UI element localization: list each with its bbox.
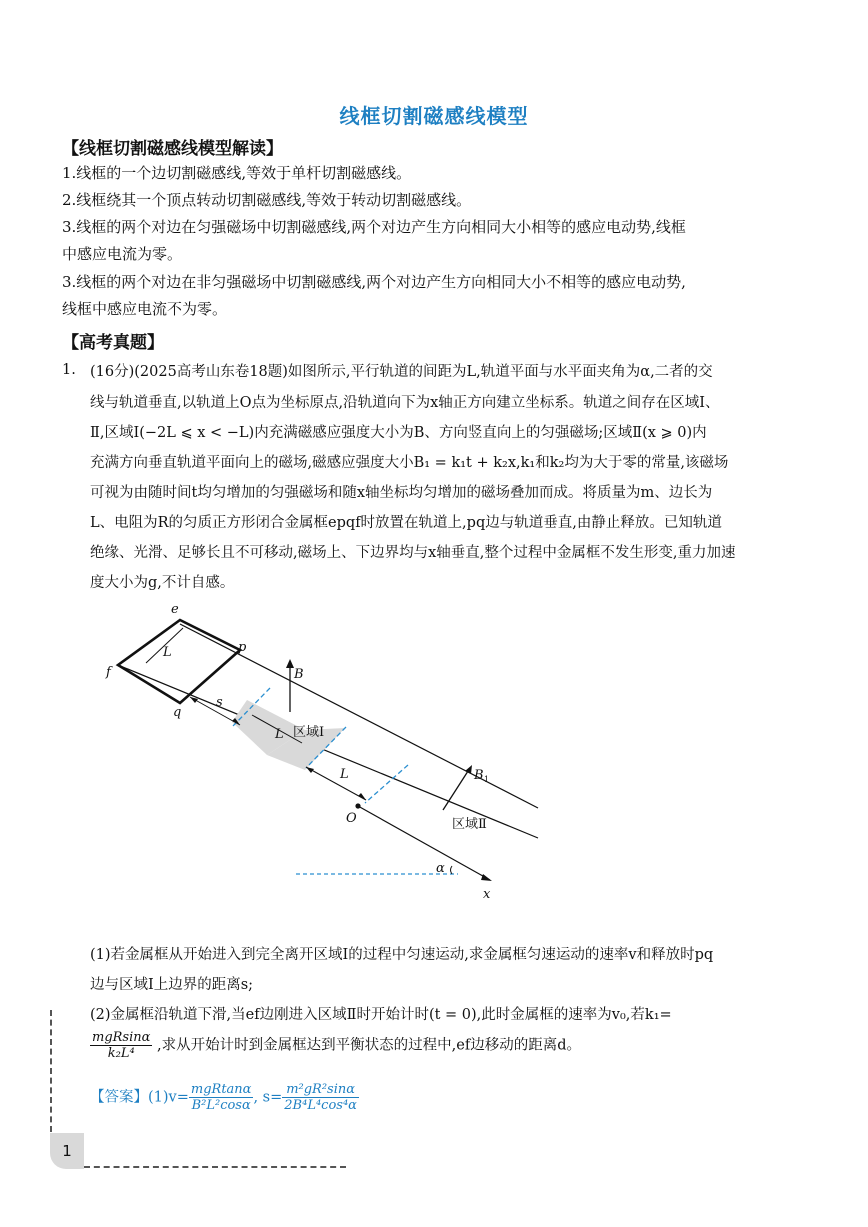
label-p: p <box>238 640 247 655</box>
model-line-2: 2.线框绕其一个顶点转动切割磁感线,等效于转动切割磁感线。 <box>62 191 472 209</box>
page-edge-dashes-horizontal <box>84 1166 346 1168</box>
subquestion-2-line-1: (2)金属框沿轨道下滑,当ef边刚进入区域Ⅱ时开始计时(t = 0),此时金属框的速率为v₀,若k₁= <box>90 1007 672 1023</box>
answer-v-prefix: (1)v= <box>148 1089 189 1106</box>
model-line-4-cont: 线框中感应电流不为零。 <box>62 300 228 318</box>
region-2-boundary <box>365 765 408 803</box>
label-s: s <box>216 695 223 710</box>
model-line-1: 1.线框的一个边切割磁感线,等效于单杆切割磁感线。 <box>62 164 412 182</box>
k1-fraction <box>90 1030 152 1061</box>
answer-s-denominator: 2B⁴L⁴cos⁴α <box>284 1098 357 1113</box>
label-L-gap: L <box>340 767 349 782</box>
question-line-6: L、电阻为R的匀质正方形闭合金属框epqf时放置在轨道上,pq边与轨道垂直,由静止释放。已知轨道 <box>90 515 722 531</box>
label-region-2: 区域Ⅱ <box>452 817 487 832</box>
label-e: e <box>171 602 179 617</box>
question-line-8: 度大小为g,不计自感。 <box>90 575 235 591</box>
label-x: x <box>483 887 491 902</box>
x-axis-arrow <box>481 874 492 881</box>
question-line-2: 线与轨道垂直,以轨道上O点为坐标原点,沿轨道向下为x轴正方向建立坐标系。轨道之间存在区域I、 <box>90 395 720 411</box>
question-line-3: Ⅱ,区域I(−2L ⩽ x < −L)内充满磁感应强度大小为B、方向竖直向上的匀强磁场;区域Ⅱ(x ⩾ 0)内 <box>90 425 707 441</box>
answer-s-numerator: m²gR²sinα <box>282 1082 359 1098</box>
section-heading-exam: 【高考真题】 <box>62 333 164 353</box>
physics-figure <box>90 598 560 903</box>
model-line-3: 3.线框的两个对边在匀强磁场中切割磁感线,两个对边产生方向相同大小相等的感应电动势,线框 <box>62 218 686 236</box>
answer-v-numerator: mgRtanα <box>190 1082 252 1097</box>
page-title: 线框切割磁感线模型 <box>339 104 529 128</box>
model-line-4: 3.线框的两个对边在非匀强磁场中切割磁感线,两个对边产生方向相同大小不相等的感应电动势, <box>62 273 686 291</box>
question-line-1: (16分)(2025高考山东卷18题)如图所示,平行轨道的间距为L,轨道平面与水平面夹角为α,二者的交 <box>90 364 713 380</box>
B1-arrow-head <box>465 765 472 774</box>
label-B1: B <box>474 768 484 783</box>
k1-denominator: k₂L⁴ <box>107 1046 135 1061</box>
subquestion-1-line-2: 边与区域I上边界的距离s; <box>90 977 254 993</box>
label-O: O <box>346 811 357 826</box>
page-edge-dashes-vertical <box>50 1010 52 1132</box>
answer-v-fraction <box>189 1082 254 1113</box>
label-region-1: 区域I <box>293 725 325 740</box>
question-line-5: 可视为由随时间t均匀增加的匀强磁场和随x轴坐标均匀增加的磁场叠加而成。将质量为m、边长为 <box>90 485 713 501</box>
answer-separator: , s= <box>253 1089 283 1106</box>
label-f: f <box>106 665 111 680</box>
model-line-3-cont: 中感应电流为零。 <box>62 245 183 263</box>
label-B: B <box>294 667 304 682</box>
k1-numerator: mgRsinα <box>92 1030 151 1045</box>
question-line-7: 绝缘、光滑、足够长且不可移动,磁场上、下边界均与x轴垂直,整个过程中金属框不发生形变,重力加速 <box>90 545 736 561</box>
question-line-4: 充满方向垂直轨道平面向上的磁场,磁感应强度大小B₁ = k₁t + k₂x,k₁和k₂均为大于零的常量,该磁场 <box>90 455 729 471</box>
answer-label: 【答案】 <box>90 1089 148 1106</box>
section-heading-model: 【线框切割磁感线模型解读】 <box>62 139 283 159</box>
B1-arrow <box>443 768 470 810</box>
label-alpha: α <box>436 861 445 876</box>
label-B1-subscript: 1 <box>484 775 490 784</box>
rail-lower <box>118 665 538 838</box>
answer-line <box>90 1082 810 1113</box>
answer-v-denominator: B²L²cosα <box>191 1098 251 1113</box>
label-q: q <box>173 705 182 720</box>
subquestion-2-rest: ,求从开始计时到金属框达到平衡状态的过程中,ef边移动的距离d。 <box>157 1037 581 1054</box>
label-L-region: L <box>275 727 284 742</box>
question-number: 1. <box>62 362 76 378</box>
label-L-frame: L <box>163 645 172 660</box>
page-number: 1 <box>50 1133 84 1169</box>
subquestion-1-line-1: (1)若金属框从开始进入到完全离开区域I的过程中匀速运动,求金属框匀速运动的速率v和释放时pq <box>90 947 714 963</box>
answer-s-fraction <box>282 1082 359 1113</box>
origin-point <box>355 803 360 808</box>
B-arrow-head <box>286 659 294 668</box>
subquestion-2-line-2 <box>90 1030 810 1061</box>
gap-L-dimension <box>306 767 366 800</box>
alpha-arc <box>451 866 453 874</box>
